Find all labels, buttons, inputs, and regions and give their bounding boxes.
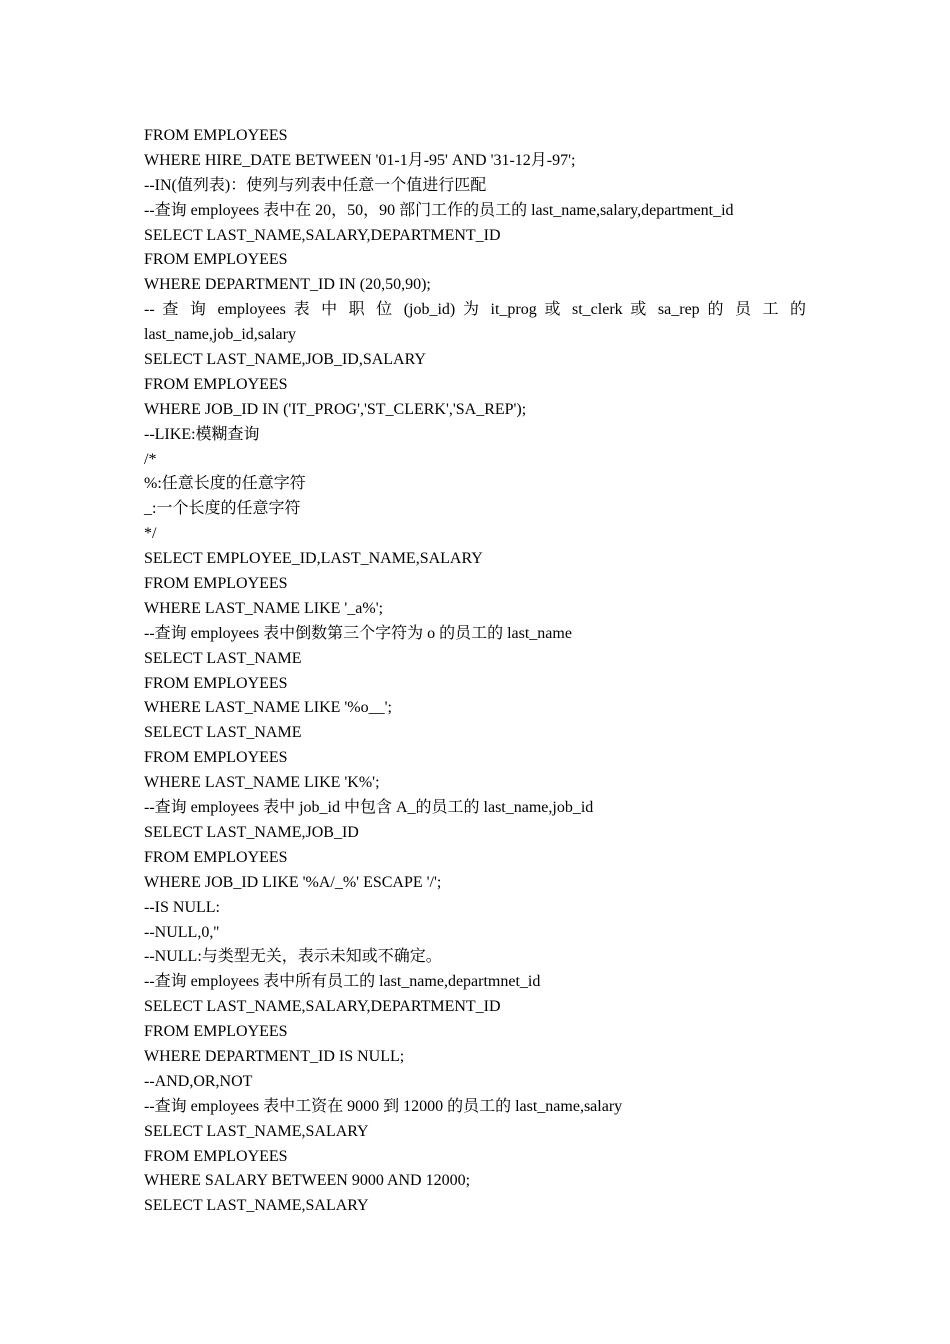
text-line: WHERE DEPARTMENT_ID IN (20,50,90); <box>144 276 431 294</box>
text-line: FROM EMPLOYEES <box>144 251 288 269</box>
text-line: FROM EMPLOYEES <box>144 749 288 767</box>
document-body <box>144 124 806 1219</box>
text-line: SELECT LAST_NAME,SALARY,DEPARTMENT_ID <box>144 998 501 1016</box>
text-line: WHERE JOB_ID LIKE '%A/_%' ESCAPE '/'; <box>144 873 442 891</box>
text-line: SELECT EMPLOYEE_ID,LAST_NAME,SALARY <box>144 550 483 568</box>
text-line: WHERE JOB_ID IN ('IT_PROG','ST_CLERK','SA_REP'); <box>144 400 527 418</box>
text-line: SELECT LAST_NAME,SALARY,DEPARTMENT_ID <box>144 226 501 244</box>
text-line: /* <box>144 450 157 468</box>
text-line: WHERE LAST_NAME LIKE 'K%'; <box>144 774 380 792</box>
text-line: WHERE LAST_NAME LIKE '_a%'; <box>144 599 384 617</box>
text-line: --LIKE:模糊查询 <box>144 425 260 443</box>
text-line: _:一个长度的任意字符 <box>144 500 301 518</box>
text-line: WHERE LAST_NAME LIKE '%o__'; <box>144 699 392 717</box>
text-line: SELECT LAST_NAME,SALARY <box>144 1197 369 1215</box>
text-line: SELECT LAST_NAME <box>144 724 302 742</box>
text-line: WHERE HIRE_DATE BETWEEN '01-1月-95' AND '31-12月-97'; <box>144 151 576 169</box>
text-line: FROM EMPLOYEES <box>144 1023 288 1041</box>
text-line: SELECT LAST_NAME,JOB_ID <box>144 823 359 841</box>
text-line: FROM EMPLOYEES <box>144 575 288 593</box>
text-line: FROM EMPLOYEES <box>144 127 288 144</box>
text-line: %:任意长度的任意字符 <box>144 475 306 493</box>
text-line: --查询 employees 表中 job_id 中包含 A_的员工的 last_name,job_id <box>144 799 594 817</box>
text-line: --IS NULL: <box>144 898 220 916</box>
text-line: WHERE DEPARTMENT_ID IS NULL; <box>144 1047 405 1065</box>
text-line: FROM EMPLOYEES <box>144 1147 288 1165</box>
text-line: --NULL,0,'' <box>144 923 220 941</box>
text-line: --NULL:与类型无关，表示未知或不确定。 <box>144 948 442 966</box>
text-line: */ <box>144 525 157 543</box>
text-line: --IN(值列表)：使列与列表中任意一个值进行匹配 <box>144 176 487 194</box>
text-line: FROM EMPLOYEES <box>144 848 288 866</box>
text-line: WHERE SALARY BETWEEN 9000 AND 12000; <box>144 1172 471 1190</box>
text-line: SELECT LAST_NAME,SALARY <box>144 1122 369 1140</box>
text-line: --查询 employees 表中倒数第三个字符为 o 的员工的 last_name <box>144 624 572 642</box>
text-line: --查询 employees 表中所有员工的 last_name,departmnet_id <box>144 973 541 991</box>
text-line: SELECT LAST_NAME <box>144 649 302 667</box>
text-line: last_name,job_id,salary <box>144 326 296 344</box>
text-line: FROM EMPLOYEES <box>144 375 288 393</box>
text-line: --查询 employees 表中在 20，50，90 部门工作的员工的 last_name,salary,department_id <box>144 201 734 219</box>
text-line: --查询 employees 表中工资在 9000 到 12000 的员工的 last_name,salary <box>144 1097 623 1115</box>
text-line-justified: -- 查 询 employees 表 中 职 位 (job_id) 为 it_prog 或 st_clerk 或 sa_rep 的 员 工 的 <box>144 301 806 319</box>
text-line: --AND,OR,NOT <box>144 1072 253 1090</box>
text-line: FROM EMPLOYEES <box>144 674 288 692</box>
text-line: SELECT LAST_NAME,JOB_ID,SALARY <box>144 351 426 369</box>
